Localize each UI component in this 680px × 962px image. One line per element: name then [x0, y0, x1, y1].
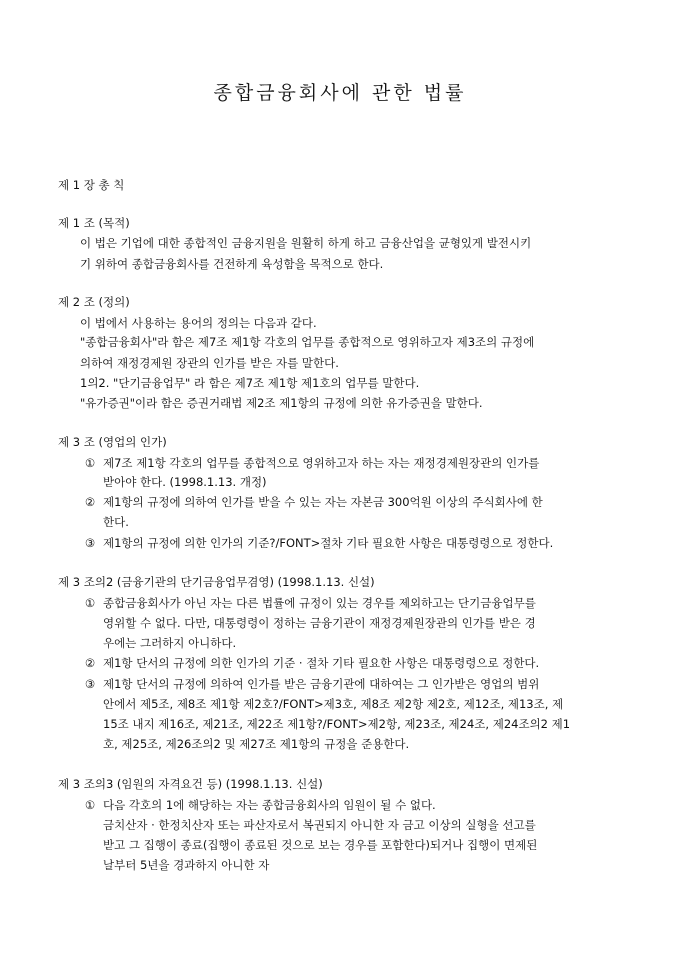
clause-text: 받아야 한다. (1998.1.13. 개정) — [103, 475, 267, 489]
clause-text: 금치산자 · 한정치산자 또는 파산자로서 복권되지 아니한 자 금고 이상의 실형을 선고를 — [103, 818, 536, 832]
clause-text: 제1항 단서의 규정에 의한 인가의 기준 · 절차 기타 필요한 사항은 대통령령으로 정한다. — [103, 656, 540, 670]
clause-text: 제1항 단서의 규정에 의하여 인가를 받은 금융기관에 대하여는 그 인가받은 영업의 범위 — [103, 677, 540, 691]
chapter-heading: 제 1 장 총 칙 — [58, 178, 125, 192]
article-1-heading: 제 1 조 (목적) — [58, 216, 130, 230]
article-3-2-heading: 제 3 조의2 (금융기관의 단기금융업무겸영) (1998.1.13. 신설) — [58, 575, 375, 589]
article-2-text: 의하여 재정경제원 장관의 인가를 받은 자를 말한다. — [80, 356, 339, 370]
article-1-text: 이 법은 기업에 대한 종합적인 금융지원을 원활히 하게 하고 금융산업을 균형있게 발전시키 — [80, 236, 532, 250]
article-3-heading: 제 3 조 (영업의 인가) — [58, 435, 167, 449]
clause-text: 날부터 5년을 경과하지 아니한 자 — [103, 858, 270, 872]
clause-text: 종합금융회사가 아닌 자는 다른 법률에 규정이 있는 경우를 제외하고는 단기금융업무를 — [103, 596, 536, 610]
article-3-3-heading: 제 3 조의3 (임원의 자격요건 등) (1998.1.13. 신설) — [58, 777, 323, 791]
clause-text: 호, 제25조, 제26조의2 및 제27조 제1항의 규정을 준용한다. — [103, 737, 410, 751]
article-2-text: "유가증권"이라 함은 증권거래법 제2조 제1항의 규정에 의한 유가증권을 말한다. — [80, 396, 483, 410]
article-2-heading: 제 2 조 (정의) — [58, 295, 130, 309]
clause-text: 영위할 수 없다. 다만, 대통령령이 정하는 금융기관이 재정경제원장관의 인가를 받은 경 — [103, 616, 536, 630]
clause-number: ① — [84, 456, 96, 470]
clause-text: 받고 그 집행이 종료(집행이 종료된 것으로 보는 경우를 포함한다)되거나 집행이 면제된 — [103, 838, 538, 852]
article-2-text: 이 법에서 사용하는 용어의 정의는 다음과 같다. — [80, 316, 317, 330]
clause-number: ③ — [84, 677, 96, 691]
clause-text: 제7조 제1항 각호의 업무를 종합적으로 영위하고자 하는 자는 재정경제원장관의 인가를 — [103, 456, 540, 470]
clause-number: ① — [84, 596, 96, 610]
document-title: 종합금융회사에 관한 법률 — [213, 82, 467, 104]
article-2-text: "종합금융회사"라 함은 제7조 제1항 각호의 업무를 종합적으로 영위하고자 제3조의 규정에 — [80, 335, 535, 349]
article-1-text: 기 위하여 종합금융회사를 건전하게 육성함을 목적으로 한다. — [80, 257, 384, 271]
clause-text: 우에는 그러하지 아니하다. — [103, 636, 237, 650]
clause-text: 제1항의 규정에 의하여 인가를 받을 수 있는 자는 자본금 300억원 이상의 주식회사에 한 — [103, 495, 543, 509]
clause-number: ② — [84, 656, 96, 670]
clause-text: 한다. — [103, 515, 129, 529]
clause-number: ① — [84, 798, 96, 812]
article-2-text: 1의2. "단기금융업무" 라 함은 제7조 제1항 제1호의 업무를 말한다. — [80, 376, 420, 390]
clause-text: 제1항의 규정에 의한 인가의 기준?/FONT>절차 기타 필요한 사항은 대통령령으로 정한다. — [103, 536, 554, 550]
clause-text: 다음 각호의 1에 해당하는 자는 종합금융회사의 임원이 될 수 없다. — [103, 798, 436, 812]
clause-number: ③ — [84, 536, 96, 550]
clause-text: 15조 내지 제16조, 제21조, 제22조 제1항?/FONT>제2항, 제23조, 제24조, 제24조의2 제1 — [103, 717, 571, 731]
clause-text: 안에서 제5조, 제8조 제1항 제2호?/FONT>제3호, 제8조 제2항 제2호, 제12조, 제13조, 제 — [103, 697, 564, 711]
clause-number: ② — [84, 495, 96, 509]
